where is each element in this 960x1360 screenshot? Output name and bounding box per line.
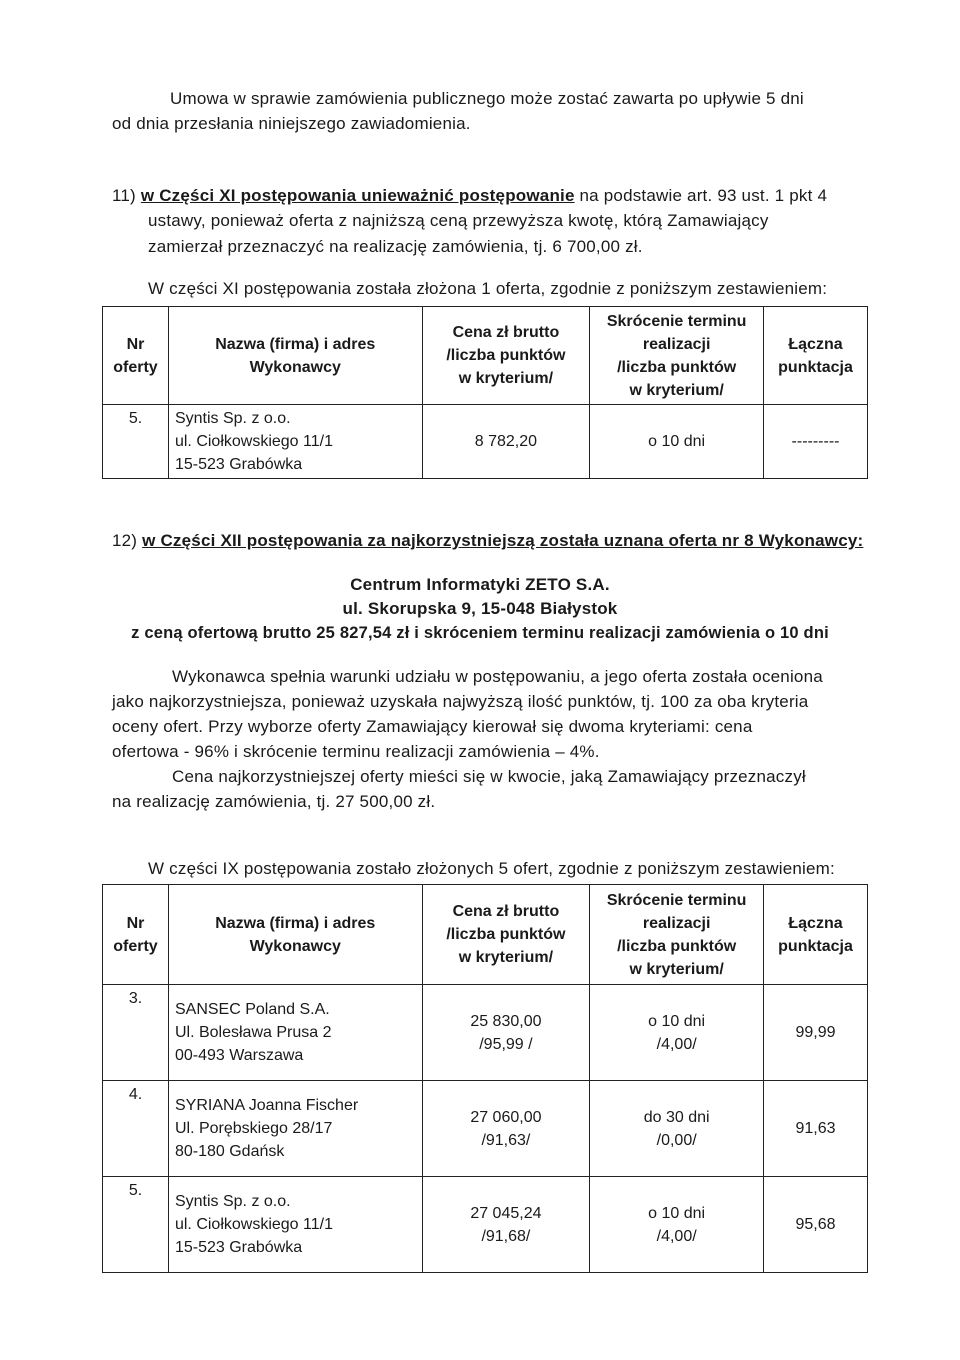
para1-line-1: Wykonawca spełnia warunki udziału w postępowaniu, a jego oferta została oceniona <box>172 667 823 686</box>
offer-term: o 10 dni /4,00/ <box>590 1177 764 1273</box>
section-12-heading: w Części XII postępowania za najkorzystniejszą została uznana oferta nr 8 Wykonawcy: <box>142 531 864 550</box>
intro-line-1: Umowa w sprawie zamówienia publicznego może zostać zawarta po upływie 5 dni <box>170 89 804 108</box>
header-cena: Cena zł brutto /liczba punktów w kryterium/ <box>422 307 590 405</box>
table-header-row <box>103 307 868 405</box>
table-row <box>103 1177 868 1273</box>
para1-line-3: oceny ofert. Przy wyborze oferty Zamawiający kierował się dwoma kryteriami: cena <box>112 717 753 736</box>
offer-name: Syntis Sp. z o.o. ul. Ciołkowskiego 11/1 15-523 Grabówka <box>168 1177 422 1273</box>
offers-table-part-ix <box>102 884 868 1273</box>
offer-nr: 3. <box>103 985 169 1081</box>
winner-address: ul. Skorupska 9, 15-048 Białystok <box>342 599 618 618</box>
offer-nr: 5. <box>103 405 169 479</box>
winner-company: Centrum Informatyki ZETO S.A. <box>350 575 610 594</box>
intro-line-2: od dnia przesłania niniejszego zawiadomienia. <box>112 114 471 133</box>
section-11-heading: w Części XI postępowania unieważnić postępowanie <box>140 186 575 205</box>
header-skrocenie: Skrócenie terminu realizacji /liczba punktów w kryterium/ <box>590 307 764 405</box>
section-12-number: 12) <box>112 531 138 550</box>
section-11-line-1 <box>112 183 827 208</box>
header-laczna: Łączna punktacja <box>764 307 868 405</box>
section-12-summary: W części IX postępowania zostało złożonych 5 ofert, zgodnie z poniższym zestawieniem: <box>148 859 835 878</box>
offer-name: SYRIANA Joanna Fischer Ul. Porębskiego 28/17 80-180 Gdańsk <box>168 1081 422 1177</box>
para2-line-1: Cena najkorzystniejszej oferty mieści się w kwocie, jaką Zamawiający przeznaczył <box>172 767 806 786</box>
section-11-number: 11) <box>112 186 136 205</box>
section-12-line <box>112 528 863 553</box>
offer-price: 27 045,24 /91,68/ <box>422 1177 590 1273</box>
offer-term: do 30 dni /0,00/ <box>590 1081 764 1177</box>
header-cena: Cena zł brutto /liczba punktów w kryterium/ <box>422 885 590 985</box>
header-nr: Nr oferty <box>103 307 169 405</box>
offer-total: 91,63 <box>764 1081 868 1177</box>
table-row <box>103 985 868 1081</box>
header-laczna: Łączna punktacja <box>764 885 868 985</box>
section-11-summary: W części XI postępowania została złożona 1 oferta, zgodnie z poniższym zestawieniem: <box>148 279 828 298</box>
table-header-row <box>103 885 868 985</box>
offer-name: SANSEC Poland S.A. Ul. Bolesława Prusa 2 00-493 Warszawa <box>168 985 422 1081</box>
header-nazwa: Nazwa (firma) i adres Wykonawcy <box>168 307 422 405</box>
offer-price: 8 782,20 <box>422 405 590 479</box>
offer-price: 27 060,00 /91,63/ <box>422 1081 590 1177</box>
offer-term: o 10 dni <box>590 405 764 479</box>
winner-price-line: z ceną ofertową brutto 25 827,54 zł i skróceniem terminu realizacji zamówienia o 10 dni <box>131 624 829 642</box>
offer-nr: 4. <box>103 1081 169 1177</box>
offers-table-part-xi <box>102 306 868 479</box>
section-11-rest: na podstawie art. 93 ust. 1 pkt 4 <box>574 186 828 205</box>
table-row <box>103 1081 868 1177</box>
para1-line-4: ofertowa - 96% i skrócenie terminu realizacji zamówienia – 4%. <box>112 742 600 761</box>
para1-line-2: jako najkorzystniejsza, ponieważ uzyskała najwyższą ilość punktów, tj. 100 za oba kryteria <box>112 692 809 711</box>
offer-term: o 10 dni /4,00/ <box>590 985 764 1081</box>
section-11-line-3: zamierzał przeznaczyć na realizację zamówienia, tj. 6 700,00 zł. <box>148 237 643 256</box>
offer-name: Syntis Sp. z o.o. ul. Ciołkowskiego 11/1 15-523 Grabówka <box>168 405 422 479</box>
offer-total: 99,99 <box>764 985 868 1081</box>
header-nr: Nr oferty <box>103 885 169 985</box>
section-11-line-2: ustawy, ponieważ oferta z najniższą ceną przewyższa kwotę, którą Zamawiający <box>148 211 769 230</box>
offer-total: --------- <box>764 405 868 479</box>
offer-nr: 5. <box>103 1177 169 1273</box>
header-nazwa: Nazwa (firma) i adres Wykonawcy <box>168 885 422 985</box>
para2-line-2: na realizację zamówienia, tj. 27 500,00 zł. <box>112 792 436 811</box>
table-row <box>103 405 868 479</box>
header-skrocenie: Skrócenie terminu realizacji /liczba punktów w kryterium/ <box>590 885 764 985</box>
offer-price: 25 830,00 /95,99 / <box>422 985 590 1081</box>
offer-total: 95,68 <box>764 1177 868 1273</box>
